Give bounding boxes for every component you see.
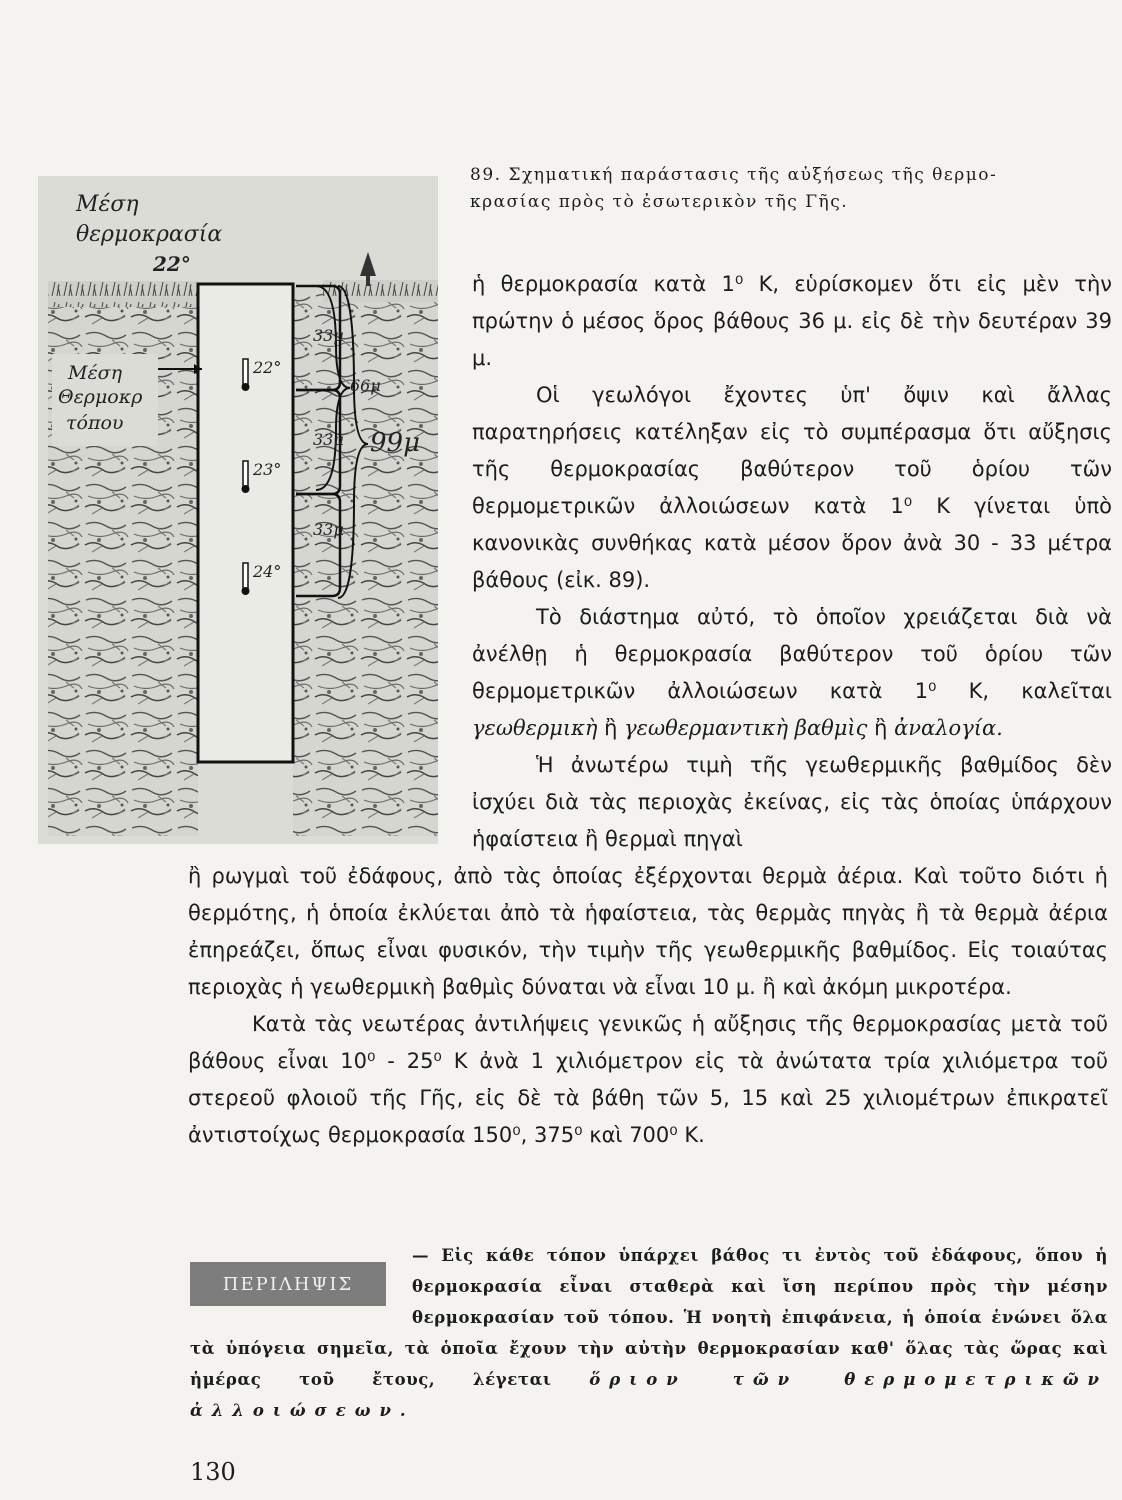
thermometer-icon xyxy=(242,359,250,391)
label-local-mean-1: Μέση xyxy=(68,362,123,384)
paragraph-3 xyxy=(472,599,1112,747)
tree-icon xyxy=(360,252,376,276)
paragraph-4-start: Ἡ ἀνωτέρω τιμὴ τῆς γεωθερμικῆς βαθμίδος δὲν ἰσχύει διὰ τὰς περιοχὰς ἐκείνας, εἰς τὰς ὁποίας ὑπάρχουν ἡφαίστεια ἢ θερμαὶ πηγαὶ xyxy=(472,753,1112,851)
thermometer-label-1: 22° xyxy=(253,358,282,377)
depth-label-3: 33μ xyxy=(313,520,344,539)
paragraph-4-end: ἢ ρωγμαὶ τοῦ ἐδάφους, ἀπὸ τὰς ὁποίας ἐξέρχονται θερμὰ ἀέρια. Καὶ τοῦτο διότι ἡ θερμότης, ἡ ὁποία ἐκλύεται ἀπὸ τὰ ἡφαίστεια, τὰς θερμὰς πηγὰς ἢ τὰ θερμὰ ἀέρια ἐπηρεάζει, ὅπως εἶναι φυσικόν, τὴν τιμὴν τῆς γεωθερμικῆς βαθμίδος. Εἰς τοιαύτας περιοχὰς ἡ γεωθερμικὴ βαθμὶς δύναται νὰ εἶναι 10 μ. ἢ καὶ ἀκόμη μικροτέρα. xyxy=(188,864,1108,999)
depth-label-66: 66μ xyxy=(350,376,381,395)
term-geothermal: γεωθερμικὴ xyxy=(472,716,598,740)
paragraph-5: Κατὰ τὰς νεωτέρας ἀντιλήψεις γενικῶς ἡ αὔξησις τῆς θερμοκρασίας μετὰ τοῦ βάθους εἶναι 10⁰ - 25⁰ K ἀνὰ 1 χιλιόμετρον εἰς τὰ ἀνώτατα τρία χιλιόμετρα τοῦ στερεοῦ φλοιοῦ τῆς Γῆς, εἰς δὲ τὰ βάθη τῶν 5, 15 καὶ 25 χιλιομέτρων ἐπικρατεῖ ἀντιστοίχως θερμοκρασία 150⁰, 375⁰ καὶ 700⁰ K. xyxy=(188,1012,1108,1147)
term-ratio: ἀναλογία. xyxy=(894,716,1003,740)
caption-line-1: 89. Σχηματική παράστασις τῆς αὐξήσεως τῆς θερμο- xyxy=(470,165,998,185)
or-word-1: ἢ xyxy=(604,716,618,740)
paragraph-3-text: Τὸ διάστημα αὐτό, τὸ ὁποῖον χρειάζεται διὰ νὰ ἀνέλθῃ ἡ θερμοκρασία βαθύτερον τοῦ ὁρίου τῶν θερμομετρικῶν ἀλλοιώσεων κατὰ 1⁰ K, καλεῖται xyxy=(472,605,1112,703)
paragraph-1: ἡ θερμοκρασία κατὰ 1⁰ K, εὑρίσκομεν ὅτι εἰς μὲν τὴν πρώτην ὁ μέσος ὅρος βάθους 36 μ. εἰς δὲ τὴν δευτέραν 39 μ. xyxy=(472,272,1112,370)
summary-text: — Εἰς κάθε τόπον ὑπάρχει βάθος τι ἐντὸς τοῦ ἐδάφους, ὅπου ἡ θερμοκρασία εἶναι σταθερὰ καὶ ἴση περίπου πρὸς τὴν μέσην θερμοκρασίαν τοῦ τόπου. Ἡ νοητὴ ἐπιφάνεια, ἡ ὁποία ἑνώνει ὅλα τὰ ὑπόγεια σημεῖα, τὰ ὁποῖα ἔχουν τὴν αὐτὴν θερμοκρασίαν καθ' ὅλας τὰς ὥρας καὶ ἡμέρας τοῦ ἔτους, λέγεται xyxy=(190,1246,1108,1389)
or-word-2: ἢ xyxy=(874,716,888,740)
summary-term: ὅριον τῶν θερμομετρικῶν ἀλλοιώσεων. xyxy=(190,1370,1108,1420)
bore-shaft xyxy=(198,284,293,762)
caption-line-2: κρασίας πρὸς τὸ ἐσωτερικὸν τῆς Γῆς. xyxy=(470,192,849,212)
thermometer-label-3: 24° xyxy=(253,562,282,581)
figure-caption xyxy=(470,162,1110,216)
label-mean-temperature-2: θερμοκρασία xyxy=(76,222,223,247)
page-number: 130 xyxy=(190,1458,236,1486)
term-geothermal-gradient: γεωθερμαντικὴ βαθμὶς xyxy=(624,716,868,740)
summary-badge: ΠΕΡΙΛΗΨΙΣ xyxy=(190,1262,386,1306)
thermometer-icon xyxy=(242,461,250,493)
label-local-mean-2: Θερμοκρ xyxy=(58,386,143,408)
depth-label-2: 33μ xyxy=(313,430,344,449)
thermometer-label-2: 23° xyxy=(253,460,282,479)
paragraph-2: Οἱ γεωλόγοι ἔχοντες ὑπ' ὄψιν καὶ ἄλλας παρατηρήσεις κατέληξαν εἰς τὸ συμπέρασμα ὅτι αὔξησις τῆς θερμοκρασίας βαθύτερον τοῦ ὁρίου τῶν θερμομετρικῶν ἀλλοιώσεων κατὰ 1⁰ K γίνεται ὑπὸ κανονικὰς συνθήκας κατὰ μέσον ὅρον ἀνὰ 30 - 33 μέτρα βάθους (εἰκ. 89). xyxy=(472,383,1112,592)
rock-layer-right xyxy=(293,286,438,836)
label-local-mean-3: τόπου xyxy=(66,412,124,434)
column-text xyxy=(472,266,1112,858)
label-mean-temperature-1: Μέση xyxy=(76,192,139,217)
grass-left xyxy=(48,281,198,307)
depth-label-1: 33μ xyxy=(313,326,344,345)
label-surface-temp: 22° xyxy=(153,252,191,276)
figure-geothermal-diagram xyxy=(38,176,438,844)
geothermal-illustration xyxy=(38,176,438,844)
depth-label-99: 99μ xyxy=(370,428,420,458)
full-width-text xyxy=(188,858,1108,1154)
thermometer-icon xyxy=(242,563,250,595)
